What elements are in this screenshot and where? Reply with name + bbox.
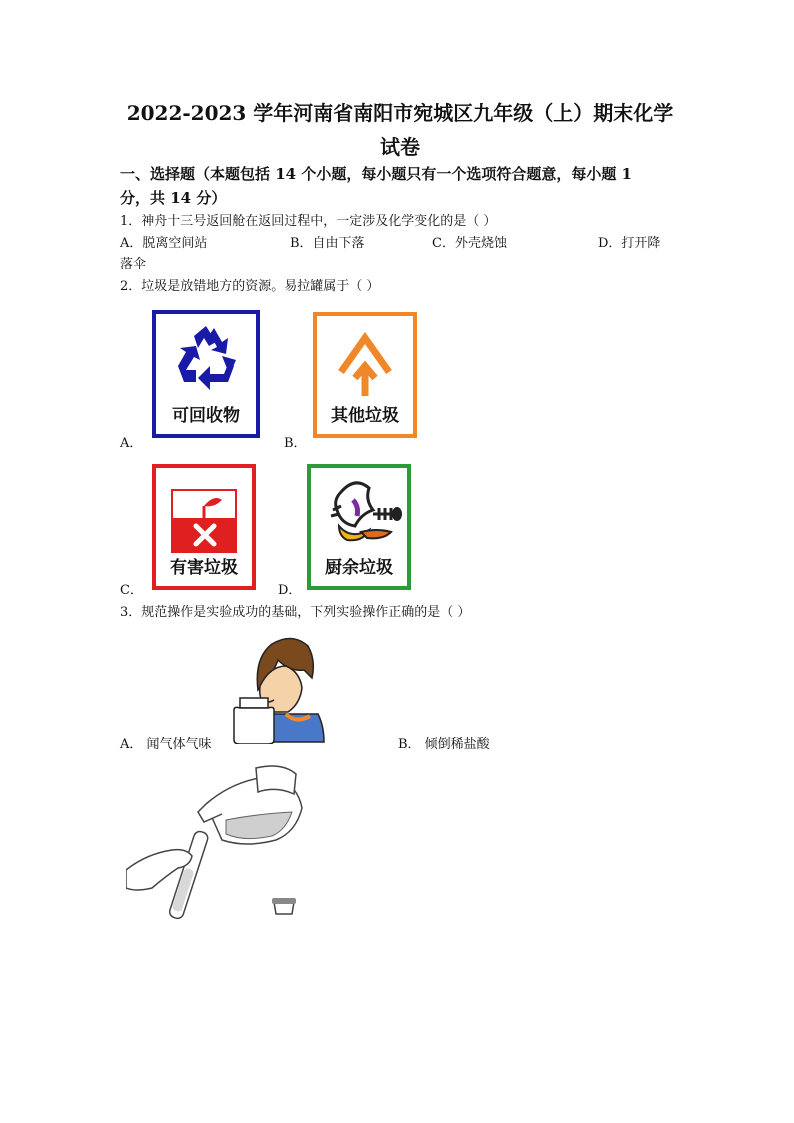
kitchen-waste-label: 厨余垃圾 xyxy=(325,558,393,578)
kitchen-waste-sign xyxy=(307,464,411,590)
hazardous-waste-label: 有害垃圾 xyxy=(170,558,238,578)
q1-option-b: B．自由下落 xyxy=(290,236,365,251)
other-waste-label: 其他垃圾 xyxy=(331,406,399,426)
section-heading-line2: 分，共 14 分） xyxy=(120,189,227,207)
q2-option-a: A． xyxy=(120,436,143,451)
q1-option-a: A．脱离空间站 xyxy=(120,236,208,251)
q2-option-d: D． xyxy=(278,583,302,598)
hazardous-waste-sign xyxy=(152,464,256,590)
q3-option-b: B． 倾倒稀盐酸 xyxy=(398,737,490,752)
question-2-stem: 2．垃圾是放错地方的资源。易拉罐属于（ ） xyxy=(120,279,380,294)
q1-option-d-continued: 落伞 xyxy=(120,257,147,272)
q2-option-c: C． xyxy=(120,583,143,598)
q2-option-b: B． xyxy=(284,436,307,451)
exam-title-line2: 试卷 xyxy=(380,135,420,159)
smelling-gas-illustration xyxy=(230,630,326,744)
recycle-icon xyxy=(156,320,256,400)
hazardous-icon xyxy=(156,472,252,558)
question-1-stem: 1．神舟十三号返回舱在返回过程中，一定涉及化学变化的是（ ） xyxy=(120,214,497,229)
section-heading-line1: 一、选择题（本题包括 14 个小题，每小题只有一个选项符合题意，每小题 1 xyxy=(120,165,632,183)
other-waste-icon xyxy=(317,322,413,402)
q1-option-d: D．打开降 xyxy=(598,236,661,251)
q1-option-c: C．外壳烧蚀 xyxy=(432,236,507,251)
question-3-stem: 3．规范操作是实验成功的基础，下列实验操作正确的是（ ） xyxy=(120,605,471,620)
kitchen-waste-icon xyxy=(311,470,407,556)
recyclable-sign xyxy=(152,310,260,438)
other-waste-sign xyxy=(313,312,417,438)
recyclable-label: 可回收物 xyxy=(172,406,240,426)
exam-title-line1: 2022-2023 学年河南省南阳市宛城区九年级（上）期末化学 xyxy=(126,101,674,125)
q3-option-a: A． 闻气体气味 xyxy=(120,737,212,752)
pouring-liquid-illustration xyxy=(126,764,306,924)
